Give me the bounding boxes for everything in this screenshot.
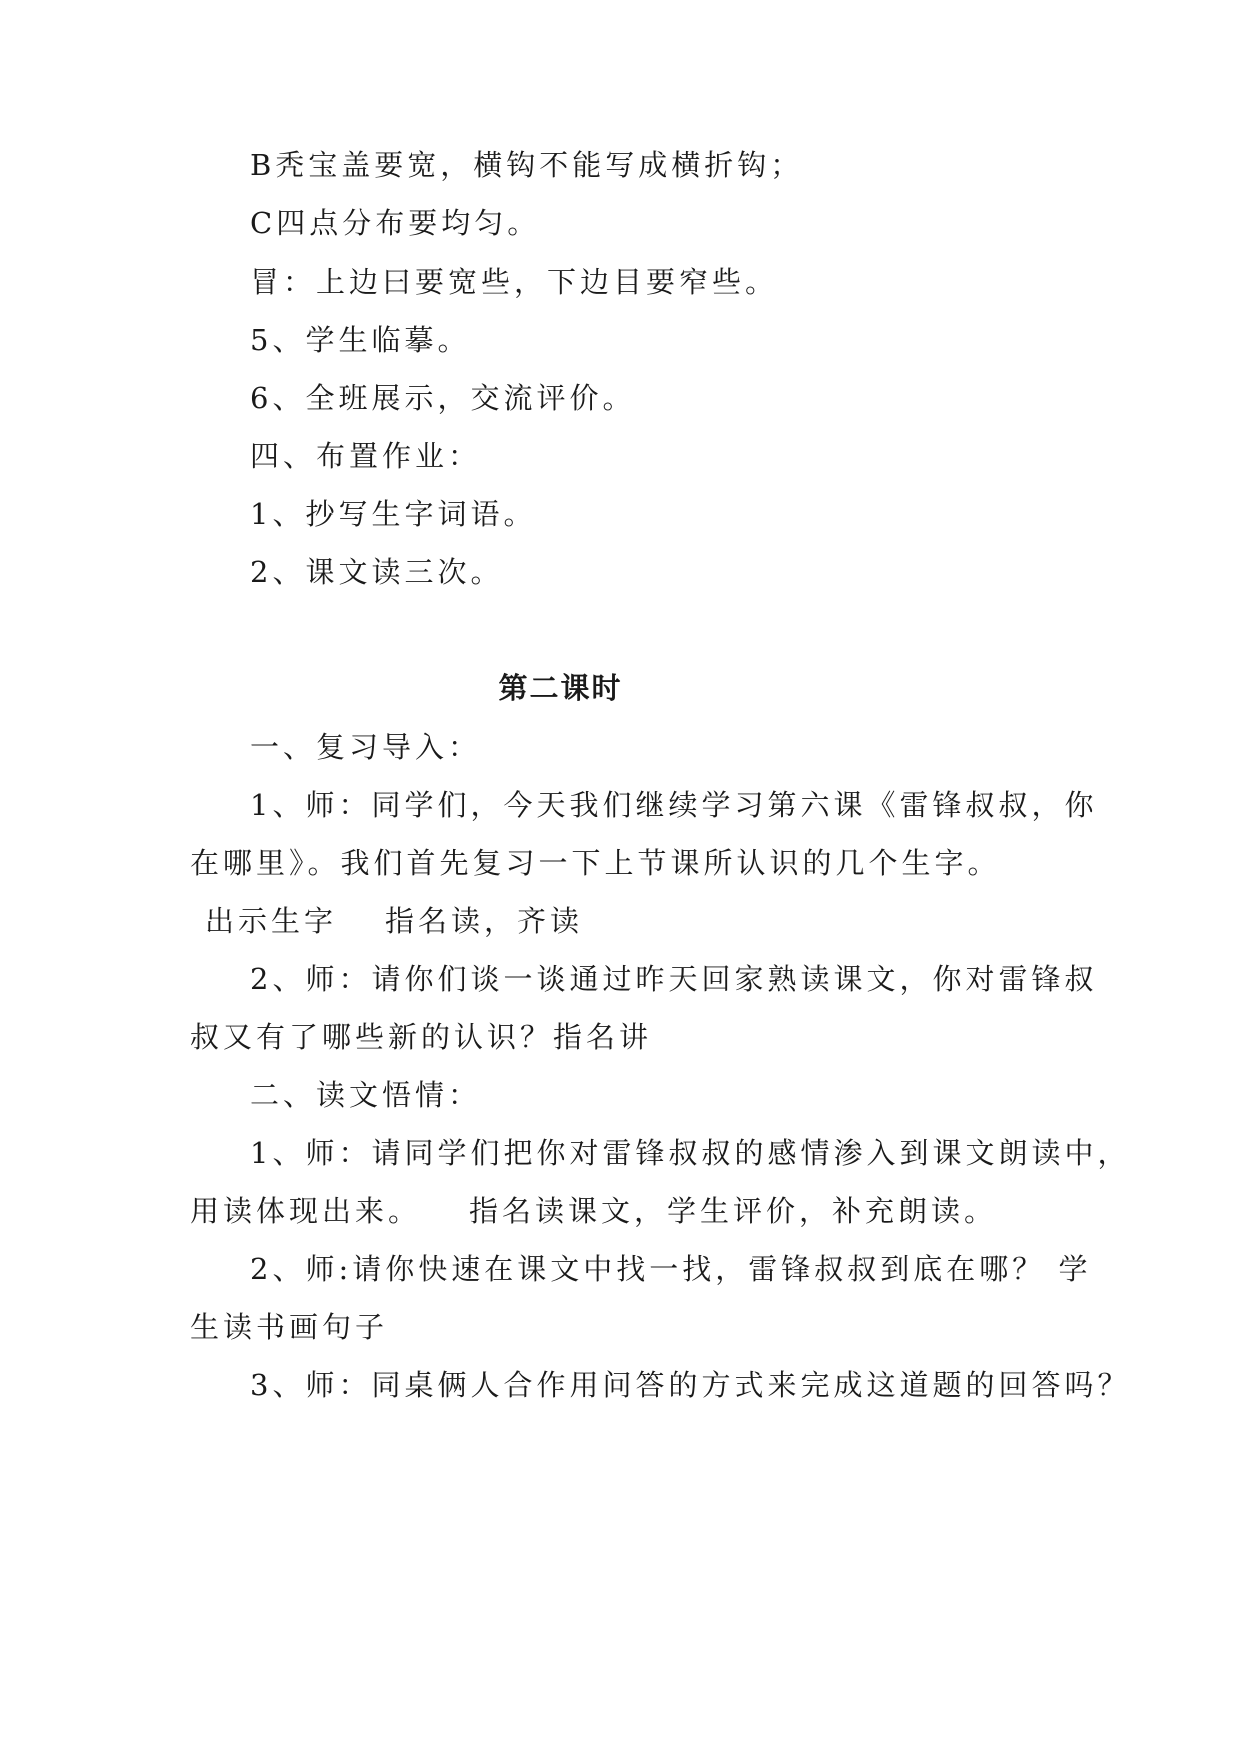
page-title: 第二课时 xyxy=(498,671,623,705)
text-line: 3、师：同桌俩人合作用问答的方式来完成这道题的回答吗？ xyxy=(250,1368,1131,1402)
text-line xyxy=(190,1191,997,1231)
section-heading: 四、布置作业： xyxy=(250,439,482,473)
text-line xyxy=(205,901,583,941)
text-segment: 用读体现出来。 xyxy=(190,1194,422,1228)
text-line: 2、师：请你们谈一谈通过昨天回家熟读课文，你对雷锋叔 xyxy=(250,962,1098,996)
text-line: 2、师:请你快速在课文中找一找，雷锋叔叔到底在哪？ 学 xyxy=(250,1252,1092,1286)
text-line: B秃宝盖要宽，横钩不能写成横折钩； xyxy=(250,148,804,182)
text-line: 5、学生临摹。 xyxy=(250,323,471,357)
text-line: 6、全班展示，交流评价。 xyxy=(250,381,636,415)
text-line: 2、课文读三次。 xyxy=(250,555,504,589)
text-line: C四点分布要均匀。 xyxy=(250,206,541,240)
section-heading: 二、读文悟情： xyxy=(250,1078,482,1112)
text-line: 1、师：同学们，今天我们继续学习第六课《雷锋叔叔，你 xyxy=(250,788,1098,822)
section-heading: 一、复习导入： xyxy=(250,730,482,764)
text-line: 冒：上边曰要宽些，下边目要窄些。 xyxy=(250,265,779,299)
text-line: 在哪里》。我们首先复习一下上节课所认识的几个生字。 xyxy=(190,846,1001,880)
text-line: 生读书画句子 xyxy=(190,1310,389,1344)
text-segment: 出示生字 xyxy=(205,904,338,938)
text-line: 1、师：请同学们把你对雷锋叔叔的感情渗入到课文朗读中， xyxy=(250,1136,1131,1170)
text-line: 1、抄写生字词语。 xyxy=(250,497,537,531)
text-segment: 指名读课文，学生评价，补充朗读。 xyxy=(469,1194,998,1228)
text-segment: 指名读，齐读 xyxy=(385,904,584,938)
text-line: 叔又有了哪些新的认识？指名讲 xyxy=(190,1020,653,1054)
